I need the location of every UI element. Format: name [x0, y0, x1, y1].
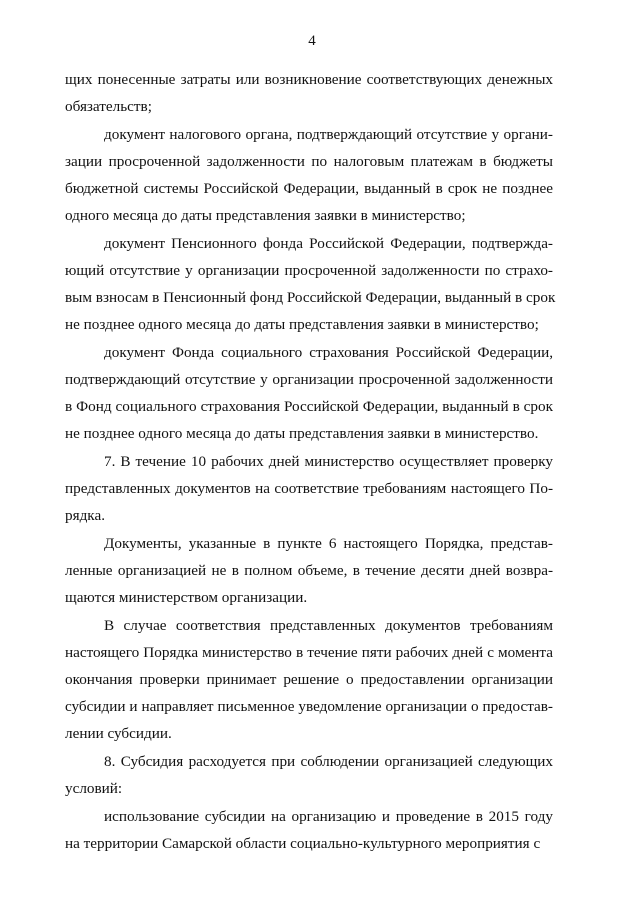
text-line: 7. В течение 10 рабочих дней министерство осуществляет проверку — [104, 453, 553, 470]
text-line: лении субсидии. — [65, 725, 172, 742]
text-line: субсидии и направляет письменное уведомление организации о предостав- — [65, 698, 553, 715]
text-line: не позднее одного месяца до даты представления заявки в министерство; — [65, 316, 539, 333]
text-line: бюджетной системы Российской Федерации, выданный в срок не позднее — [65, 180, 553, 197]
text-line: настоящего Порядка министерство в течение пяти рабочих дней с момента — [65, 644, 553, 661]
paragraph — [65, 748, 553, 802]
text-line: документ Пенсионного фонда Российской Федерации, подтвержда- — [104, 235, 553, 252]
text-line: на территории Самарской области социально-культурного мероприятия с — [65, 835, 541, 852]
text-line: использование субсидии на организацию и проведение в 2015 году — [104, 808, 553, 825]
document-body — [65, 66, 556, 857]
paragraph — [65, 339, 553, 447]
text-line: в Фонд социального страхования Российской Федерации, выданный в срок — [65, 398, 553, 415]
paragraph — [65, 121, 553, 229]
paragraph — [65, 448, 553, 529]
text-line: 8. Субсидия расходуется при соблюдении организацией следующих — [104, 753, 553, 770]
paragraph — [65, 230, 556, 338]
text-line: документ налогового органа, подтверждающий отсутствие у органи- — [104, 126, 553, 143]
text-line: ленные организацией не в полном объеме, в течение десяти дней возвра- — [65, 562, 553, 579]
text-line: щих понесенные затраты или возникновение соответствующих денежных — [65, 71, 553, 88]
text-line: не позднее одного месяца до даты представления заявки в министерство. — [65, 425, 539, 442]
text-line: документ Фонда социального страхования Российской Федерации, — [104, 344, 553, 361]
text-line: условий: — [65, 780, 123, 797]
text-line: вым взносам в Пенсионный фонд Российской Федерации, выданный в срок — [65, 289, 556, 306]
text-line: одного месяца до даты представления заявки в министерство; — [65, 207, 466, 224]
text-line: представленных документов на соответствие требованиям настоящего По- — [65, 480, 553, 497]
paragraph — [65, 66, 553, 120]
text-line: зации просроченной задолженности по налоговым платежам в бюджеты — [65, 153, 553, 170]
page-number: 4 — [308, 33, 316, 49]
paragraph — [65, 530, 553, 611]
text-line: окончания проверки принимает решение о предоставлении организации — [65, 671, 553, 688]
paragraph — [65, 803, 553, 857]
text-line: рядка. — [65, 507, 105, 524]
paragraph — [65, 612, 553, 747]
text-line: подтверждающий отсутствие у организации просроченной задолженности — [65, 371, 553, 388]
text-line: Документы, указанные в пункте 6 настоящего Порядка, представ- — [104, 535, 553, 552]
text-line: ющий отсутствие у организации просроченной задолженности по страхо- — [65, 262, 553, 279]
text-line: щаются министерством организации. — [65, 589, 308, 606]
text-line: В случае соответствия представленных документов требованиям — [104, 617, 553, 634]
text-line: обязательств; — [65, 98, 152, 115]
